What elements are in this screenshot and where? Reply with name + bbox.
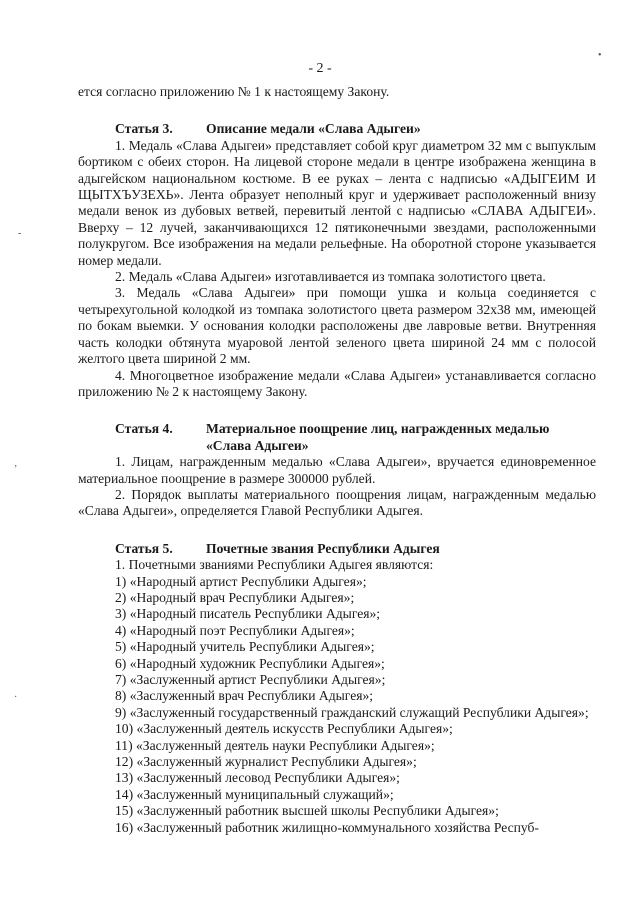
list-item: 16) «Заслуженный работник жилищно-коммунального хозяйства Респуб- xyxy=(115,819,539,835)
article-number: Статья 4. xyxy=(115,421,173,437)
honorary-titles-list xyxy=(78,574,596,837)
article-title-continued: «Слава Адыгеи» xyxy=(206,437,309,453)
list-item: 6) «Народный художник Республики Адыгея»; xyxy=(115,655,385,671)
scan-speck: • xyxy=(598,50,602,61)
scan-speck: ‚ xyxy=(14,458,18,469)
paragraph: 4. Многоцветное изображение медали «Слава Адыгеи» устанавливается согласно приложению № 2 к настоящему Закону. xyxy=(78,367,596,399)
list-item: 5) «Народный учитель Республики Адыгея»; xyxy=(115,639,375,655)
document-body xyxy=(78,84,596,836)
article-3-heading xyxy=(78,121,596,137)
list-item: 7) «Заслуженный артист Республики Адыгея»; xyxy=(115,672,386,687)
list-item: 15) «Заслуженный работник высшей школы Республики Адыгея»; xyxy=(115,803,499,819)
list-item: 10) «Заслуженный деятель искусств Республики Адыгея»; xyxy=(115,721,453,737)
paragraph: 1. Почетными званиями Республики Адыгея являются: xyxy=(115,557,434,573)
paragraph: 1. Медаль «Слава Адыгеи» представляет собой круг диаметром 32 мм с выпуклым бортиком с обеих сторон. На лицевой стороне медали в центре изображена женщина в адыгейском национальном костюме. В ее руках – лента с надписью «АДЫГЕИМ И ЩЫТХЪУЗЕХЬ». Лента образует неполный круг и удерживает расположенный внизу медали венок из дубовых ветвей, перевитый лентой с надписью «СЛАВА АДЫГЕИ». Вверху – 12 лучей, заканчивающихся 12 пятиконечными звездами, расположенными полукругом. Все изображения на медали рельефные. На оборотной стороне указывается номер медали. xyxy=(78,137,596,268)
list-item: 3) «Народный писатель Республики Адыгея»; xyxy=(115,606,381,622)
paragraph: 2. Порядок выплаты материального поощрения лицам, награжденным медалью «Слава Адыгеи», определяется Главой Республики Адыгея. xyxy=(78,486,596,519)
article-title: Почетные звания Республики Адыгея xyxy=(206,540,440,556)
paragraph: 2. Медаль «Слава Адыгеи» изготавливается из томпака золотистого цвета. xyxy=(115,269,546,285)
article-5-heading xyxy=(78,541,596,557)
list-item: 4) «Народный поэт Республики Адыгея»; xyxy=(115,622,355,638)
list-item: 8) «Заслуженный врач Республики Адыгея»; xyxy=(115,688,374,704)
list-item: 2) «Народный врач Республики Адыгея»; xyxy=(115,589,355,605)
list-item: 12) «Заслуженный журналист Республики Адыгея»; xyxy=(115,754,417,770)
continuation-text: ется согласно приложению № 1 к настоящему Закону. xyxy=(78,84,390,99)
article-title: Описание медали «Слава Адыгеи» xyxy=(206,121,421,137)
article-number: Статья 5. xyxy=(115,540,173,556)
scan-speck: - xyxy=(18,228,22,239)
list-item: 9) «Заслуженный государственный гражданский служащий Республики Адыгея»; xyxy=(115,704,589,720)
list-item: 14) «Заслуженный муниципальный служащий»; xyxy=(115,786,394,802)
paragraph: 1. Лицам, награжденным медалью «Слава Адыгеи», вручается единовременное материальное поощрение в размере 300000 рублей. xyxy=(78,454,596,486)
list-item: 11) «Заслуженный деятель науки Республики Адыгея»; xyxy=(115,737,435,753)
scan-speck: · xyxy=(14,692,18,703)
article-4-heading xyxy=(78,421,596,437)
article-number: Статья 3. xyxy=(115,121,173,137)
article-title: Материальное поощрение лиц, награжденных медалью xyxy=(206,421,550,437)
list-item: 13) «Заслуженный лесовод Республики Адыгея»; xyxy=(115,770,400,786)
page-number: - 2 - xyxy=(308,61,332,76)
paragraph: 3. Медаль «Слава Адыгеи» при помощи ушка и кольца соединяется с четырехугольной колодкой из томпака золотистого цвета размером 32х38 мм, имеющей по бокам выемки. У основания колодки расположены две лавровые ветви. Внутренняя часть колодки обтянута муаровой лентой зеленого цвета шириной 24 мм с полосой желтого цвета шириной 2 мм. xyxy=(78,285,596,367)
list-item: 1) «Народный артист Республики Адыгея»; xyxy=(115,573,367,589)
